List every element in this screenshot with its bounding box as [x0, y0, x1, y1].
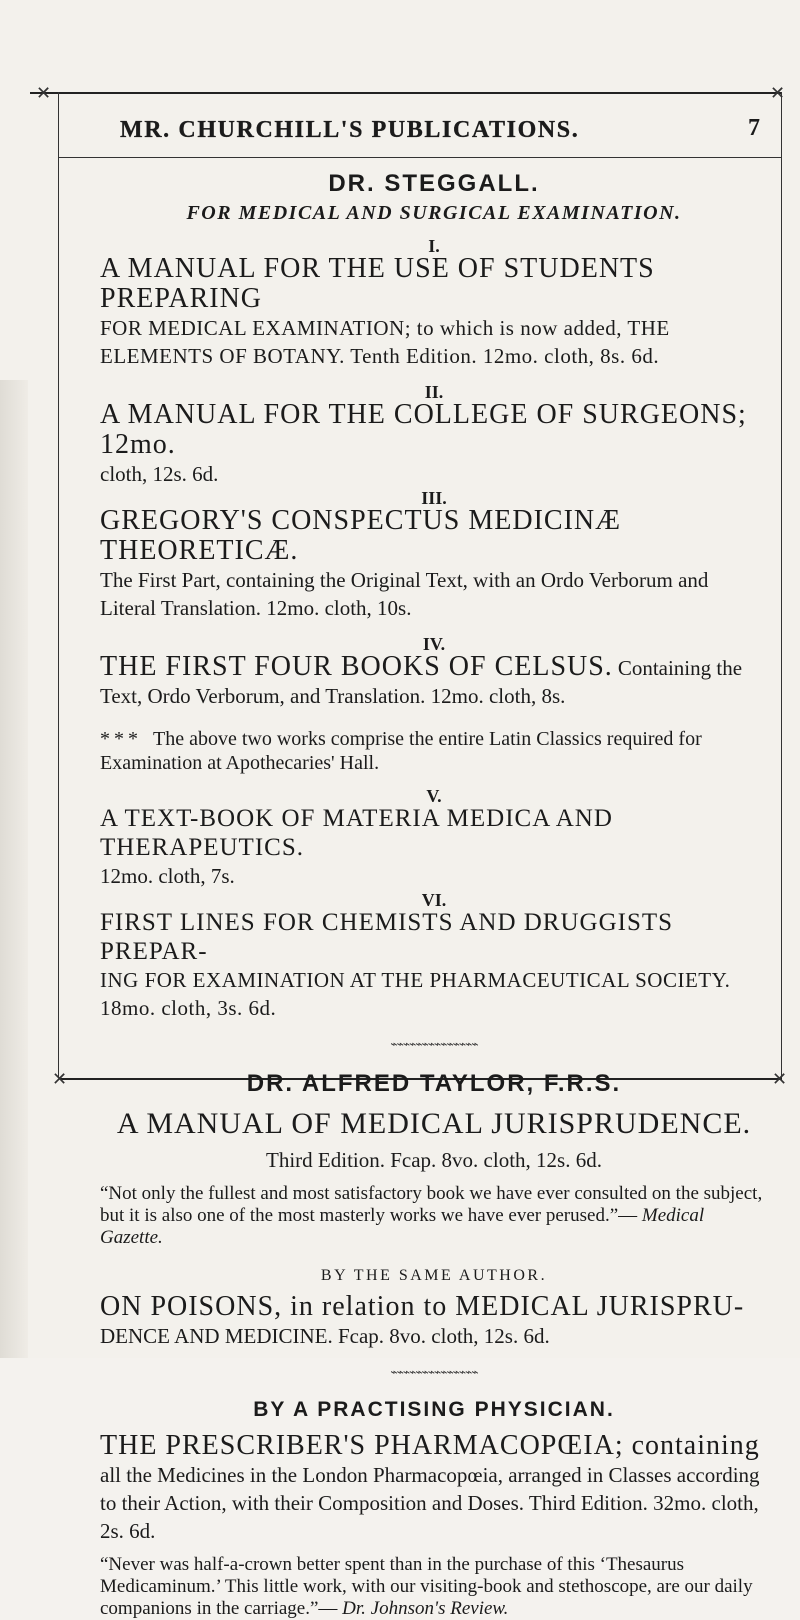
entry-prescribers-pharmacopoeia	[100, 1432, 768, 1546]
entry-title: A TEXT-BOOK OF MATERIA MEDICA AND THERAPEUTICS.	[100, 805, 613, 861]
section-divider-ornament: ⌁⌁⌁⌁⌁⌁⌁⌁⌁⌁⌁⌁⌁⌁	[390, 1037, 478, 1051]
header-rule	[58, 157, 782, 158]
entry-title: ON POISONS, in relation to MEDICAL JURISPRU-	[100, 1291, 745, 1322]
steggall-subheading: FOR MEDICAL AND SURGICAL EXAMINATION.	[186, 202, 682, 224]
entry-title: A MANUAL FOR THE USE OF STUDENTS PREPARING	[100, 253, 655, 314]
entry-detail: DENCE AND MEDICINE. Fcap. 8vo. cloth, 12s. 6d.	[100, 1324, 550, 1348]
quote-text: “Never was half-a-crown better spent than in the purchase of this ‘Thesaurus Medicaminum.’ This little work, with our visiting-book and stethoscope, are our daily companions in the carriage.”—	[100, 1554, 753, 1619]
entry-detail: ING FOR EXAMINATION AT THE PHARMACEUTICAL SOCIETY. 18mo. cloth, 3s. 6d.	[100, 968, 731, 1020]
entry-detail: Text, Ordo Verborum, and Translation. 12mo. cloth, 8s.	[100, 684, 566, 708]
entry-poisons	[100, 1293, 768, 1351]
page-edge-shadow	[0, 380, 28, 1358]
same-author-byline: BY THE SAME AUTHOR.	[320, 1267, 548, 1284]
entry-detail: cloth, 12s. 6d.	[100, 462, 219, 486]
corner-ornament-top-left: ✕	[36, 83, 52, 103]
running-header: MR. CHURCHILL'S PUBLICATIONS.	[120, 117, 580, 143]
johnson-review-quote	[100, 1554, 768, 1620]
entry-4	[100, 653, 768, 711]
note-text: The above two works comprise the entire Latin Classics required for Examination at Apothecaries' Hall.	[100, 728, 702, 774]
section-divider-ornament: ⌁⌁⌁⌁⌁⌁⌁⌁⌁⌁⌁⌁⌁⌁	[390, 1365, 478, 1379]
quote-source: Medical Gazette.	[100, 1205, 705, 1248]
author-taylor: DR. ALFRED TAYLOR, F.R.S.	[246, 1070, 622, 1097]
quote-text: “Not only the fullest and most satisfactory book we have ever consulted on the subject, but it is also one of the most masterly works we have ever perused.”—	[100, 1183, 763, 1226]
entry-title: A MANUAL OF MEDICAL JURISPRUDENCE.	[116, 1107, 752, 1140]
entry-numeral: IV.	[422, 634, 446, 654]
taylor-title-line	[100, 1107, 768, 1141]
entry-3	[100, 507, 768, 623]
entry-detail: 12mo. cloth, 7s.	[100, 864, 235, 888]
entry-6	[100, 909, 768, 1023]
page-content	[100, 165, 768, 1620]
latin-classics-note	[100, 727, 768, 775]
page-number: 7	[748, 115, 760, 141]
entry-2	[100, 401, 768, 489]
author-practising-physician: BY A PRACTISING PHYSICIAN.	[253, 1398, 615, 1421]
entry-numeral: VI.	[421, 890, 447, 910]
corner-ornament-top-right: ✕	[770, 83, 786, 103]
entry-title-suffix: Containing the	[617, 656, 743, 680]
taylor-review-quote	[100, 1183, 768, 1249]
corner-ornament-bottom-right: ✕	[772, 1069, 788, 1089]
entry-numeral: III.	[421, 488, 447, 508]
asterism-mark: * * *	[100, 728, 139, 750]
taylor-detail-line	[100, 1147, 768, 1175]
entry-numeral: II.	[424, 382, 444, 402]
entry-detail: all the Medicines in the London Pharmacopœia, arranged in Classes according to their Action, with their Composition and Doses. Third Edition. 32mo. cloth, 2s. 6d.	[100, 1463, 760, 1543]
author-steggall: DR. STEGGALL.	[328, 170, 540, 197]
entry-title: A MANUAL FOR THE COLLEGE OF SURGEONS; 12mo.	[100, 399, 747, 460]
entry-1	[100, 255, 768, 371]
entry-detail: FOR MEDICAL EXAMINATION; to which is now added, THE ELEMENTS OF BOTANY. Tenth Edition. 12mo. cloth, 8s. 6d.	[100, 316, 670, 368]
entry-title: THE FIRST FOUR BOOKS OF CELSUS.	[100, 651, 613, 682]
entry-5	[100, 805, 768, 891]
entry-numeral: I.	[428, 236, 440, 256]
entry-title: GREGORY'S CONSPECTUS MEDICINÆ THEORETICÆ.	[100, 505, 622, 566]
quote-source: Dr. Johnson's Review.	[342, 1598, 509, 1619]
entry-title: THE PRESCRIBER'S PHARMACOPŒIA; containing	[100, 1430, 760, 1461]
entry-detail: Third Edition. Fcap. 8vo. cloth, 12s. 6d.	[266, 1148, 602, 1172]
corner-ornament-bottom-left: ✕	[52, 1069, 68, 1089]
entry-detail: The First Part, containing the Original Text, with an Ordo Verborum and Literal Translation. 12mo. cloth, 10s.	[100, 568, 709, 620]
entry-numeral: V.	[426, 786, 442, 806]
entry-title: FIRST LINES FOR CHEMISTS AND DRUGGISTS PREPAR-	[100, 909, 674, 965]
